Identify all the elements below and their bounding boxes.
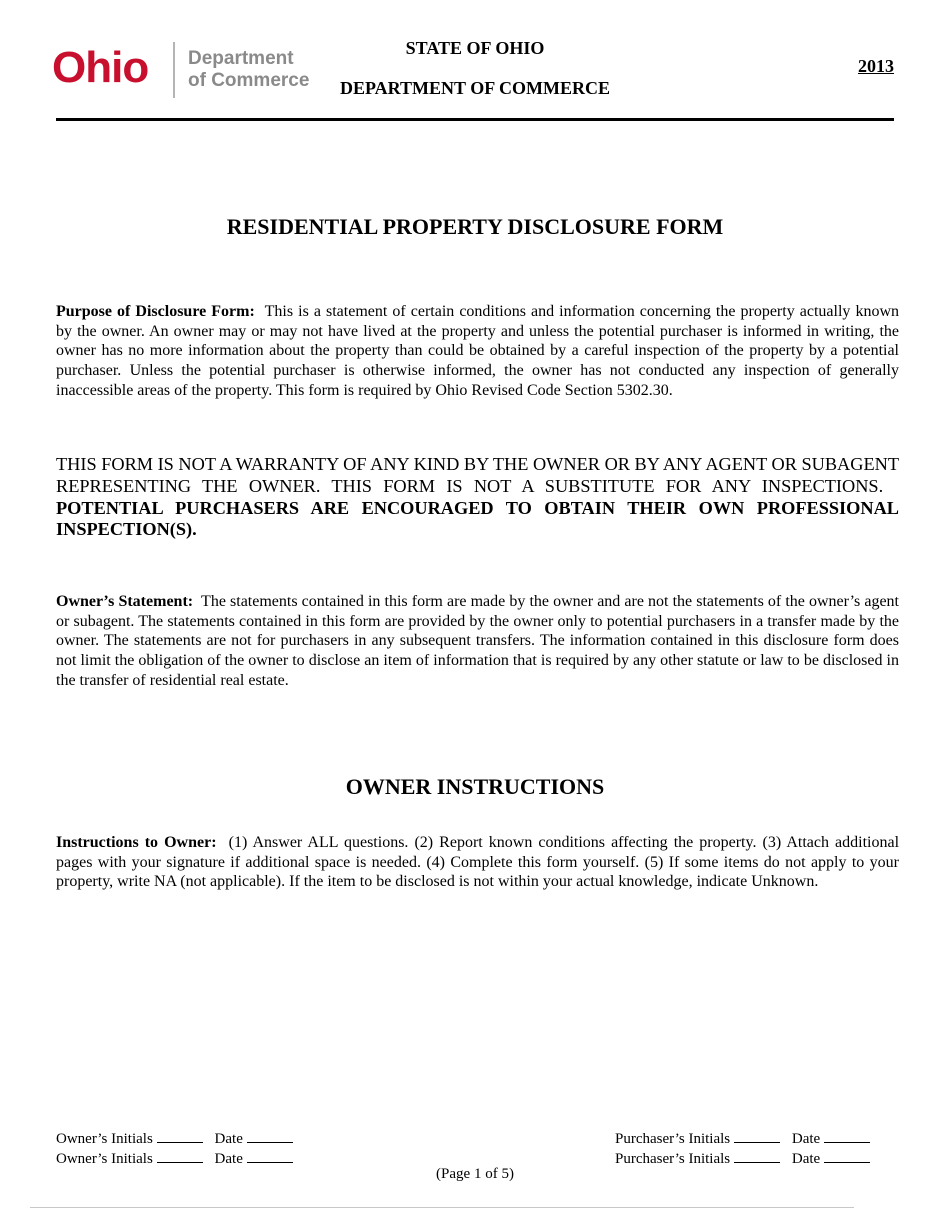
purchaser-initials-field[interactable] [734,1149,780,1163]
date-label: Date [791,1131,821,1147]
form-title: RESIDENTIAL PROPERTY DISCLOSURE FORM [226,214,724,239]
purpose-label: Purpose of Disclosure Form: [56,303,255,320]
warranty-bold-text: POTENTIAL PURCHASERS ARE ENCOURAGED TO OBTAIN THEIR OWN PROFESSIONAL INSPECTION(S). [56,497,899,540]
state-heading: STATE OF OHIO [405,38,545,58]
instructions-text: (1) Answer ALL questions. (2) Report known conditions affecting the property. (3) Attach additional pages with your signature if additional space is needed. (4) Complete this form yourself. (5) If some items do not apply to your property, write NA (not applicable). If the item to be disclosed is not within your actual knowledge, indicate Unknown. [56,834,900,891]
page-number: (Page 1 of 5) [436,1166,514,1182]
purchaser-initials-block [615,1129,870,1168]
warranty-notice [56,454,899,541]
owner-date-field[interactable] [247,1129,293,1143]
purpose-text: This is a statement of certain conditions and information concerning the property actually known by the owner. An owner may or may not have lived at the property and unless the potential purchaser is informed in writing, the owner has no more information about the property than could be obtained by a careful inspection of the property by a potential purchaser. Unless the potential purchaser is otherwise informed, the owner has not conducted any inspection of generally inaccessible areas of the property. This form is required by Ohio Revised Code Section 5302.30. [56,303,899,399]
footer-rule [30,1207,854,1208]
purchaser-initials-row [615,1129,870,1149]
owner-initials-field[interactable] [157,1149,203,1163]
logo-dept-line1: Department [188,48,294,69]
header-rule [56,118,894,121]
owner-initials-row [56,1129,293,1149]
warranty-text: THIS FORM IS NOT A WARRANTY OF ANY KIND BY THE OWNER OR BY ANY AGENT OR SUBAGENT REPRESENTING THE OWNER. THIS FORM IS NOT A SUBSTITUTE FOR ANY INSPECTIONS. [56,454,899,496]
form-year: 2013 [858,56,894,76]
owner-date-field[interactable] [247,1149,293,1163]
owner-initials-label: Owner’s Initials [56,1150,153,1167]
owner-statement-text: The statements contained in this form are made by the owner and are not the statements of the owner’s agent or subagent. The statements contained in this form are provided by the owner only to potential purchasers in a transfer made by the owner. The statements are not for purchasers in any subsequent transfers. The information contained in this disclosure form does not limit the obligation of the owner to disclose an item of information that is required by any other statute or law to be disclosed in the transfer of residential real estate. [56,593,900,689]
purchaser-initials-field[interactable] [734,1129,780,1143]
purchaser-date-field[interactable] [824,1129,870,1143]
owner-initials-field[interactable] [157,1129,203,1143]
owner-instructions-heading: OWNER INSTRUCTIONS [345,774,605,799]
date-label: Date [214,1131,243,1147]
owner-statement-label: Owner’s Statement: [56,593,194,610]
department-heading: DEPARTMENT OF COMMERCE [339,78,611,98]
owner-statement-paragraph [56,592,899,691]
date-label: Date [791,1150,821,1167]
purchaser-initials-label: Purchaser’s Initials [615,1131,731,1147]
owner-initials-label: Owner’s Initials [56,1131,153,1147]
purpose-paragraph [56,302,899,401]
purchaser-initials-label: Purchaser’s Initials [615,1150,731,1167]
date-label: Date [214,1150,243,1167]
purchaser-date-field[interactable] [824,1149,870,1163]
logo-ohio-text: Ohio [52,43,149,92]
instructions-label: Instructions to Owner: [56,834,217,851]
logo-dept-line2: of Commerce [188,70,310,91]
owner-initials-block [56,1129,293,1168]
instructions-paragraph [56,833,899,892]
